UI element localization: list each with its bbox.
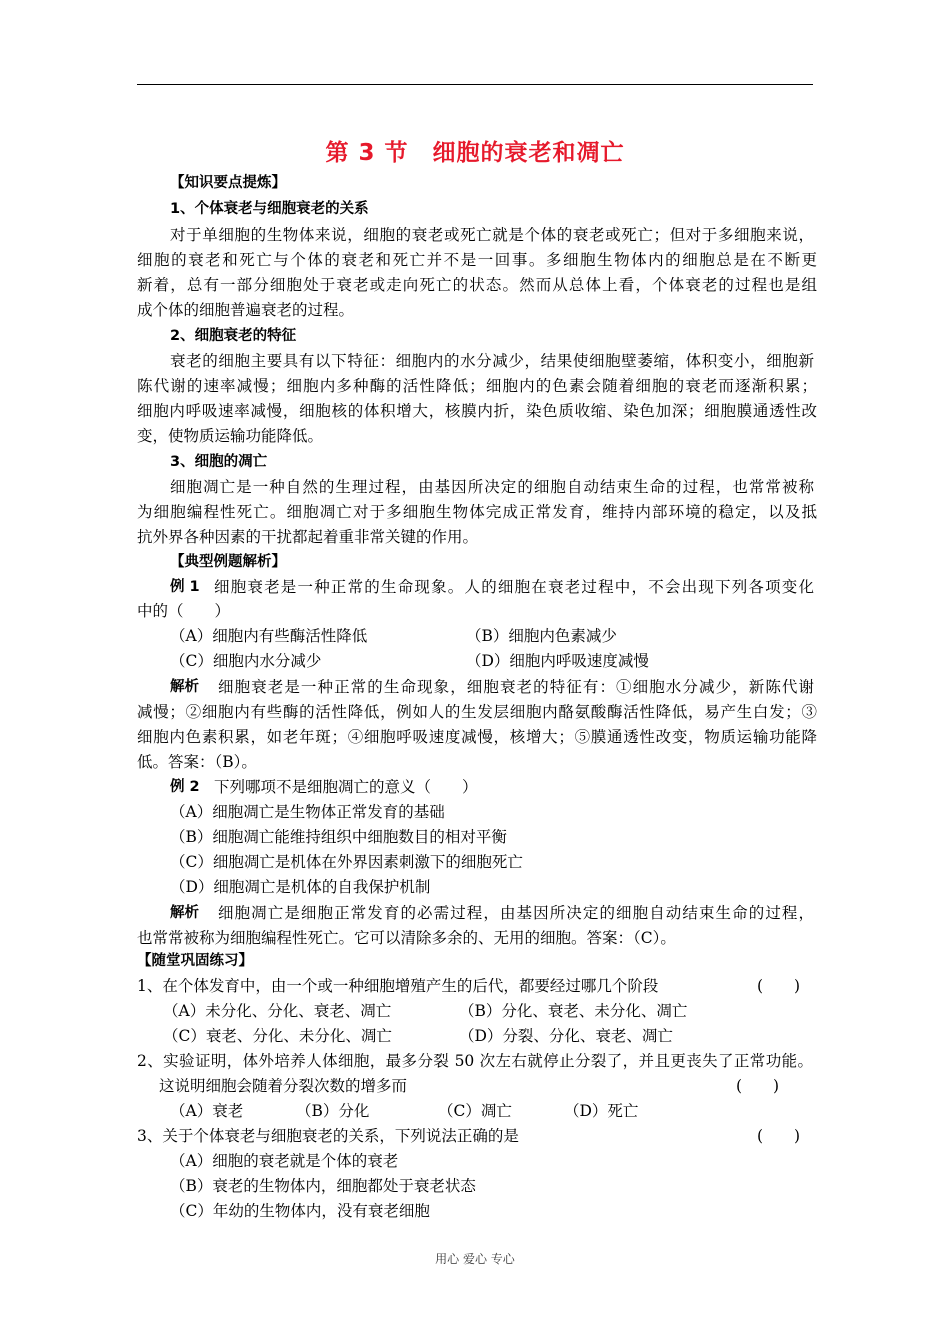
s1-line: 对于单细胞的生物体来说，细胞的衰老或死亡就是个体的衰老或死亡；但对于多细胞来说， bbox=[170, 226, 814, 244]
question-1-option-d: （D）分裂、分化、衰老、凋亡 bbox=[459, 1027, 673, 1045]
s2-line: 变，使物质运输功能降低。 bbox=[137, 427, 324, 445]
question-3-option-b: （B）衰老的生物体内，细胞都处于衰老状态 bbox=[170, 1177, 476, 1195]
question-2-option-a: （A）衰老 bbox=[170, 1102, 244, 1120]
question-1-option-b: （B）分化、衰老、未分化、凋亡 bbox=[459, 1002, 688, 1020]
example-2-option-b: （B）细胞凋亡能维持组织中细胞数目的相对平衡 bbox=[170, 828, 507, 846]
example-2-option-d: （D）细胞凋亡是机体的自我保护机制 bbox=[170, 878, 431, 896]
example-1-question: 中的（ ） bbox=[137, 602, 231, 620]
s1-title: 1、个体衰老与细胞衰老的关系 bbox=[170, 201, 369, 217]
practice-heading: 【随堂巩固练习】 bbox=[137, 953, 253, 969]
question-2-bracket: ( ) bbox=[736, 1077, 780, 1095]
example-2-analysis: 也常常被称为细胞编程性死亡。它可以清除多余的、无用的细胞。答案：（C）。 bbox=[137, 929, 676, 947]
example-1-question: 细胞衰老是一种正常的生命现象。人的细胞在衰老过程中，不会出现下列各项变化 bbox=[214, 578, 814, 596]
example-2-option-c: （C）细胞凋亡是机体在外界因素刺激下的细胞死亡 bbox=[170, 853, 523, 871]
example-1-analysis: 细胞内色素积累，如老年斑；④细胞呼吸速度减慢，核增大；⑤膜通透性改变，物质运输功能降 bbox=[137, 728, 817, 746]
example-2-question: 下列哪项不是细胞凋亡的意义（ ） bbox=[214, 778, 478, 796]
example-2-analysis-label: 解析 bbox=[170, 905, 199, 921]
example-2-option-a: （A）细胞凋亡是生物体正常发育的基础 bbox=[170, 803, 445, 821]
header-rule bbox=[137, 84, 813, 85]
s2-line: 衰老的细胞主要具有以下特征：细胞内的水分减少，结果使细胞壁萎缩，体积变小，细胞新 bbox=[170, 352, 814, 370]
s2-line: 细胞内呼吸速率减慢，细胞核的体积增大，核膜内折，染色质收缩、染色加深；细胞膜通透性改 bbox=[137, 402, 817, 420]
example-1-option-b: （B）细胞内色素减少 bbox=[466, 627, 617, 645]
question-2-option-c: （C）凋亡 bbox=[438, 1102, 512, 1120]
example-1-option-a: （A）细胞内有些酶活性降低 bbox=[170, 627, 368, 645]
question-3-bracket: ( ) bbox=[757, 1127, 801, 1145]
question-3-option-a: （A）细胞的衰老就是个体的衰老 bbox=[170, 1152, 399, 1170]
question-1-bracket: ( ) bbox=[757, 977, 801, 995]
question-2: 这说明细胞会随着分裂次数的增多而 bbox=[159, 1077, 408, 1095]
s2-title: 2、细胞衰老的特征 bbox=[170, 328, 297, 344]
s1-line: 成个体的细胞普遍衰老的过程。 bbox=[137, 301, 355, 319]
question-1-option-a: （A）未分化、分化、衰老、凋亡 bbox=[163, 1002, 392, 1020]
question-3-option-c: （C）年幼的生物体内，没有衰老细胞 bbox=[170, 1202, 430, 1220]
s3-title: 3、细胞的凋亡 bbox=[170, 454, 268, 470]
s3-line: 为细胞编程性死亡。细胞凋亡对于多细胞生物体完成正常发育，维持内部环境的稳定，以及抵 bbox=[137, 503, 817, 521]
example-1-analysis: 细胞衰老是一种正常的生命现象，细胞衰老的特征有：①细胞水分减少，新陈代谢 bbox=[218, 678, 814, 696]
example-1-analysis: 减慢；②细胞内有些酶的活性降低，例如人的生发层细胞内酪氨酸酶活性降低，易产生白发；③ bbox=[137, 703, 817, 721]
question-2-option-b: （B）分化 bbox=[296, 1102, 370, 1120]
example-1-option-d: （D）细胞内呼吸速度减慢 bbox=[466, 652, 649, 670]
s3-line: 抗外界各种因素的干扰都起着重非常关键的作用。 bbox=[137, 528, 479, 546]
example-1-label: 例 1 bbox=[170, 579, 200, 595]
knowledge-heading: 【知识要点提炼】 bbox=[170, 175, 286, 191]
example-2-analysis: 细胞凋亡是细胞正常发育的必需过程，由基因所决定的细胞自动结束生命的过程， bbox=[218, 904, 814, 922]
example-1-analysis: 低。答案：（B）。 bbox=[137, 753, 257, 771]
question-2: 2、实验证明，体外培养人体细胞，最多分裂 50 次左右就停止分裂了，并且更丧失了正常功能。 bbox=[137, 1052, 813, 1070]
examples-heading: 【典型例题解析】 bbox=[170, 554, 286, 570]
question-1: 1、在个体发育中，由一个或一种细胞增殖产生的后代，都要经过哪几个阶段 bbox=[137, 977, 659, 995]
page-footer: 用心 爱心 专心 bbox=[435, 1252, 515, 1266]
s1-line: 新着，总有一部分细胞处于衰老或走向死亡的状态。然而从总体上看，个体衰老的过程也是组 bbox=[137, 276, 817, 294]
s1-line: 细胞的衰老和死亡与个体的衰老和死亡并不是一回事。多细胞生物体内的细胞总是在不断更 bbox=[137, 251, 817, 269]
question-3: 3、关于个体衰老与细胞衰老的关系，下列说法正确的是 bbox=[137, 1127, 519, 1145]
question-1-option-c: （C）衰老、分化、未分化、凋亡 bbox=[163, 1027, 392, 1045]
example-1-option-c: （C）细胞内水分减少 bbox=[170, 652, 322, 670]
s2-line: 陈代谢的速率减慢；细胞内多种酶的活性降低；细胞内的色素会随着细胞的衰老而逐渐积累； bbox=[137, 377, 817, 395]
example-2-label: 例 2 bbox=[170, 779, 200, 795]
example-1-analysis-label: 解析 bbox=[170, 679, 199, 695]
page-title: 第 3 节 细胞的衰老和凋亡 bbox=[325, 140, 625, 166]
s3-line: 细胞凋亡是一种自然的生理过程，由基因所决定的细胞自动结束生命的过程，也常常被称 bbox=[170, 478, 814, 496]
question-2-option-d: （D）死亡 bbox=[564, 1102, 639, 1120]
